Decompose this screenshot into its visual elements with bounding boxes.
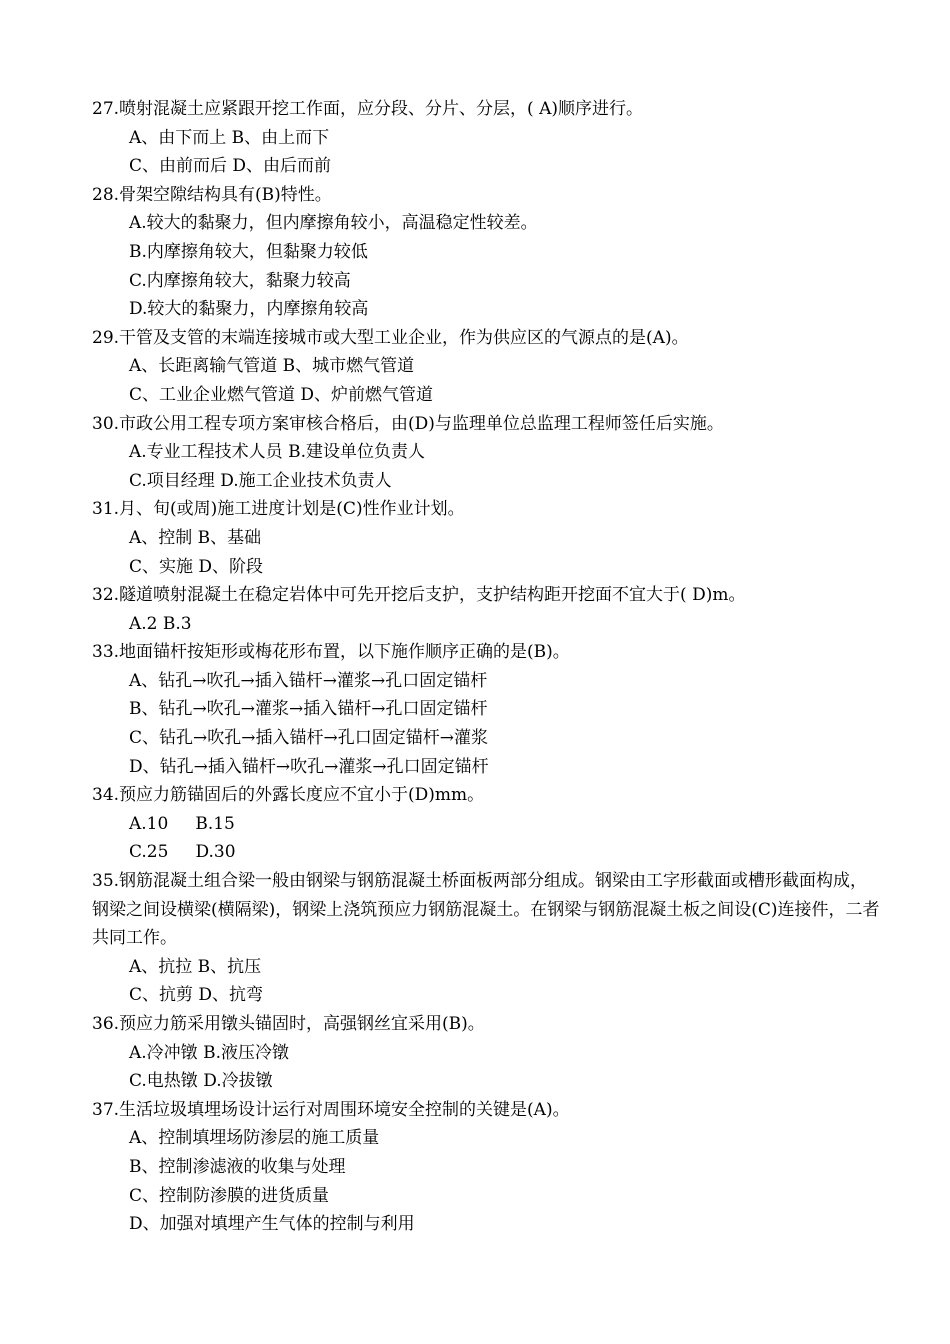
question-28-option-line: A.较大的黏聚力，但内摩擦角较小，高温稳定性较差。 [129,213,538,234]
question-33-option-line: C、钻孔→吹孔→插入锚杆→孔口固定锚杆→灌浆 [129,728,488,749]
question-37-option-line: D、加强对填埋产生气体的控制与利用 [129,1214,415,1235]
question-34-stem: 34.预应力筋锚固后的外露长度应不宜小于(D)mm。 [92,785,485,806]
question-37-option-line: C、控制防渗膜的进货质量 [129,1185,330,1206]
question-31-option-line: A、控制 B、基础 [129,527,262,548]
question-37-option-line: B、控制渗滤液的收集与处理 [129,1156,346,1177]
question-35-option-line: C、抗剪 D、抗弯 [129,985,264,1006]
question-35-option-line: A、抗拉 B、抗压 [129,956,262,977]
question-32-option-line: A.2 B.3 [129,613,192,634]
question-36-option-line: A.冷冲镦 B.液压冷镦 [129,1042,289,1063]
question-37-option-line: A、控制填埋场防渗层的施工质量 [129,1128,380,1149]
question-34-option-line: A.10 B.15 [129,813,235,834]
question-32-stem: 32.隧道喷射混凝土在稳定岩体中可先开挖后支护，支护结构距开挖面不宜大于( D)m。 [92,585,746,606]
question-36-stem: 36.预应力筋采用镦头锚固时，高强钢丝宜采用(B)。 [92,1014,485,1034]
question-33-option-line: A、钻孔→吹孔→插入锚杆→灌浆→孔口固定锚杆 [129,670,488,691]
question-35-stem: 35.钢筋混凝土组合梁一般由钢梁与钢筋混凝土桥面板两部分组成。钢梁由工字形截面或槽形截面构成，钢梁之间设横梁(横隔梁)，钢梁上浇筑预应力钢筋混凝土。在钢梁与钢筋混凝土板之间设(C)连接件，二者共同工作。 [92,871,880,949]
question-34-option-line: C.25 D.30 [129,842,236,863]
question-28-option-line: B.内摩擦角较大，但黏聚力较低 [129,241,368,262]
question-33-option-line: B、钻孔→吹孔→灌浆→插入锚杆→孔口固定锚杆 [129,699,488,720]
question-37-stem: 37.生活垃圾填埋场设计运行对周围环境安全控制的关键是(A)。 [92,1099,570,1120]
question-27-stem: 27.喷射混凝土应紧跟开挖工作面，应分段、分片、分层，( A)顺序进行。 [92,99,643,119]
document-body [92,95,882,1239]
question-30-stem: 30.市政公用工程专项方案审核合格后，由(D)与监理单位总监理工程师签任后实施。 [92,413,724,434]
question-36-option-line: C.电热镦 D.冷拔镦 [129,1071,273,1092]
question-29-option-line: C、工业企业燃气管道 D、炉前燃气管道 [129,384,434,405]
question-28-option-line: C.内摩擦角较大，黏聚力较高 [129,270,351,291]
question-29-stem: 29.干管及支管的末端连接城市或大型工业企业，作为供应区的气源点的是(A)。 [92,327,689,348]
question-27-option-line: A、由下而上 B、由上而下 [129,127,330,148]
question-33-stem: 33.地面锚杆按矩形或梅花形布置，以下施作顺序正确的是(B)。 [92,642,570,663]
question-31-option-line: C、实施 D、阶段 [129,556,264,577]
question-27-option-line: C、由前而后 D、由后而前 [129,156,332,177]
question-30-option-line: A.专业工程技术人员 B.建设单位负责人 [129,442,425,463]
question-31-stem: 31.月、旬(或周)施工进度计划是(C)性作业计划。 [92,499,465,520]
question-28-option-line: D.较大的黏聚力，内摩擦角较高 [129,299,369,320]
question-33-option-line: D、钻孔→插入锚杆→吹孔→灌浆→孔口固定锚杆 [129,756,489,777]
question-29-option-line: A、长距离输气管道 B、城市燃气管道 [129,356,415,377]
question-30-option-line: C.项目经理 D.施工企业技术负责人 [129,470,392,491]
question-28-stem: 28.骨架空隙结构具有(B)特性。 [92,184,332,205]
